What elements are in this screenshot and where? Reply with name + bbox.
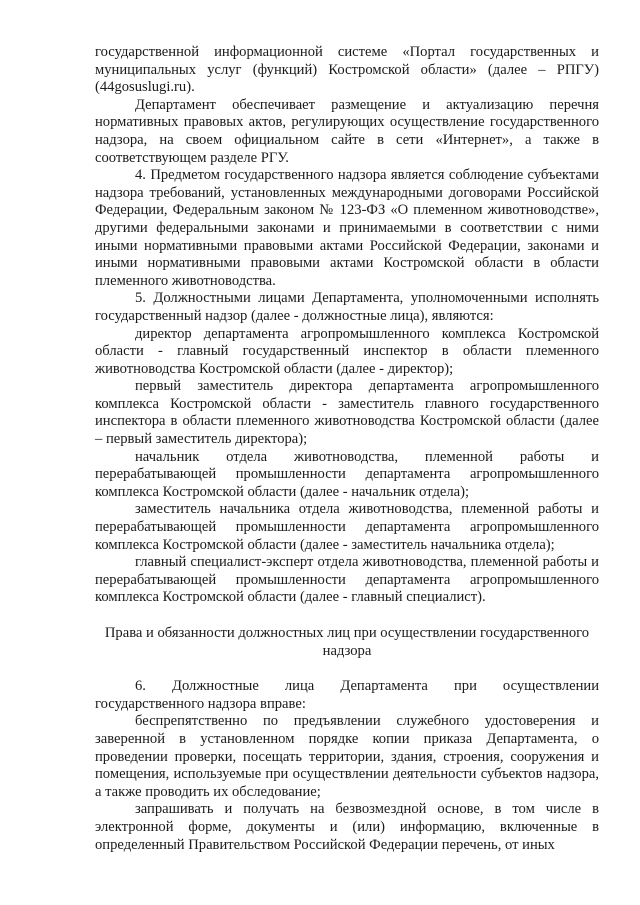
paragraph-clause-6: 6. Должностные лица Департамента при осуществлении государственного надзора вправе: [95,678,599,712]
paragraph-director: директор департамента агропромышленного комплекса Костромской области - главный государственный инспектор в области племенного животноводства Костромской области (далее - директор); [95,325,599,377]
paragraph-clause-5: 5. Должностными лицами Департамента, уполномоченными исполнять государственный надзор (далее - должностные лица), являются: [95,290,599,324]
paragraph-head-of-department: начальник отдела животноводства, племенной работы и перерабатывающей промышленности департамента агропромышленного комплекса Костромской области (далее - начальник отдела); [95,448,599,500]
paragraph-chief-specialist: главный специалист-эксперт отдела животноводства, племенной работы и перерабатывающей промышленности департамента агропромышленного комплекса Костромской области (далее - главный специалист). [95,554,599,606]
paragraph-inspection-rights: беспрепятственно по предъявлении служебного удостоверения и заверенной в установленном порядке копии приказа Департамента, о проведении проверки, посещать территории, здания, строения, сооружения и помещения, используемые при осуществлении деятельности субъектов надзора, а также проводить их обследование; [95,713,599,800]
paragraph-request-rights: запрашивать и получать на безвозмездной основе, в том числе в электронной форме, документы и (или) информацию, включенные в определенный Правительством Российской Федерации перечень, от иных [95,801,599,853]
paragraph-department-duties: Департамент обеспечивает размещение и актуализацию перечня нормативных правовых актов, регулирующих осуществление государственного надзора, на своем официальном сайте в сети «Интернет», а также в соответствующем разделе РГУ. [95,96,599,166]
paragraph-first-deputy: первый заместитель директора департамента агропромышленного комплекса Костромской области - заместитель главного государственного инспектора в области племенного животноводства Костромской области (далее – первый заместитель директора); [95,378,599,448]
section-heading: Права и обязанности должностных лиц при осуществлении государственного надзора [104,625,590,659]
paragraph-continuation: государственной информационной системе «Портал государственных и муниципальных услуг (функций) Костромской области» (далее – РПГУ) (44gosuslugi.ru). [95,44,599,96]
document-page [95,44,599,854]
paragraph-clause-4: 4. Предметом государственного надзора является соблюдение субъектами надзора требований, установленных международными договорами Российской Федерации, Федеральным законом № 123-ФЗ «О племенном животноводстве», другими федеральными законами и принимаемыми в соответствии с ними иными нормативными правовыми актами Российской Федерации, законами и иными нормативными правовыми актами Костромской области в области племенного животноводства. [95,167,599,289]
paragraph-deputy-head: заместитель начальника отдела животноводства, племенной работы и перерабатывающей промышленности департамента агропромышленного комплекса Костромской области (далее - заместитель начальника отдела); [95,501,599,553]
spacer [95,607,599,625]
spacer [95,660,599,678]
